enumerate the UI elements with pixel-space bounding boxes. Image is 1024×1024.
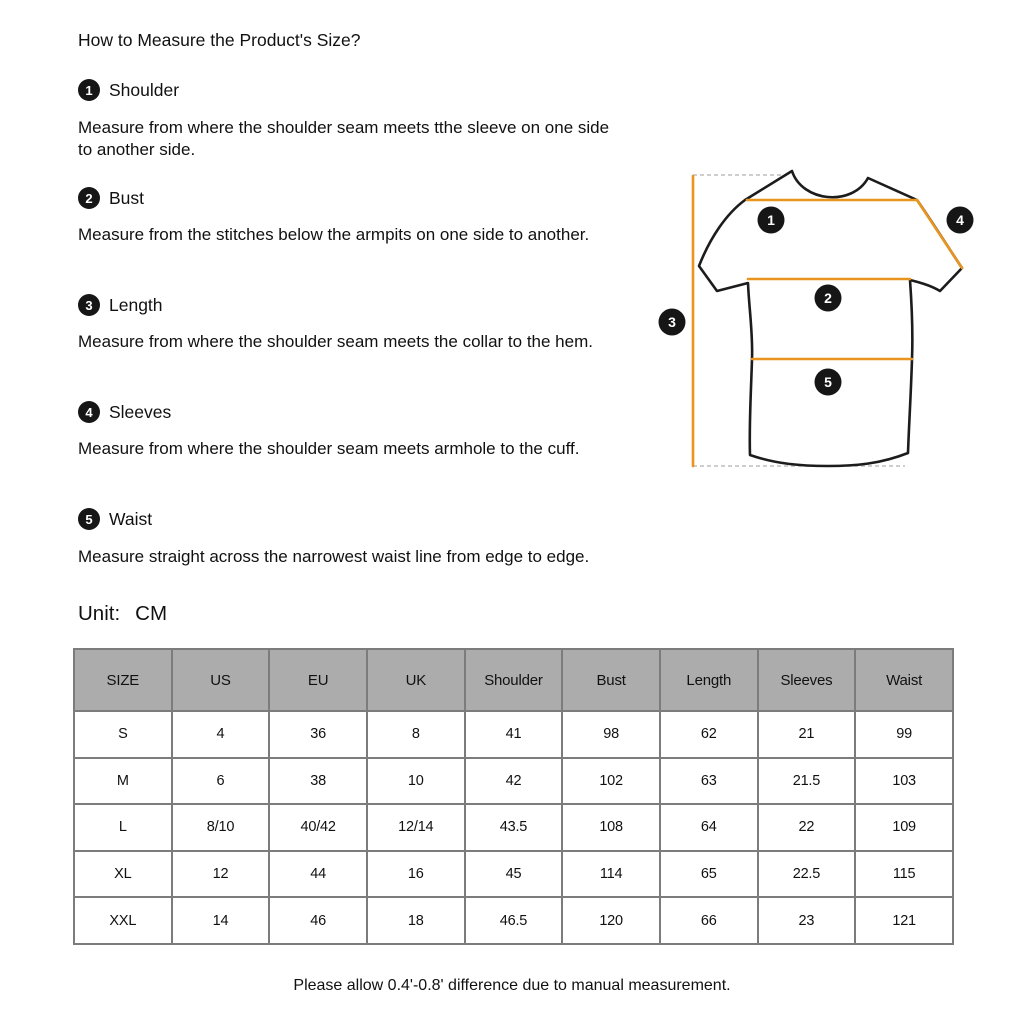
table-cell: 16: [367, 851, 465, 898]
badge-number: 5: [824, 374, 832, 390]
table-cell: 109: [855, 804, 953, 851]
section-desc-waist: Measure straight across the narrowest waist line from edge to edge.: [78, 547, 590, 566]
table-cell: 42: [465, 758, 563, 805]
section-heading-length: [78, 294, 163, 316]
header-row: [74, 649, 953, 711]
table-cell: 38: [269, 758, 367, 805]
table-cell: 41: [465, 711, 563, 758]
section-desc-bust: Measure from the stitches below the armpits on one side to another.: [78, 225, 590, 244]
table-cell: 4: [172, 711, 270, 758]
table-cell: 22: [758, 804, 856, 851]
table-cell: 22.5: [758, 851, 856, 898]
badge-number: 1: [767, 212, 775, 228]
table-cell: 12/14: [367, 804, 465, 851]
table-cell: 21: [758, 711, 856, 758]
step-4-badge: 4: [78, 401, 100, 423]
diagram-badge-5: [815, 369, 842, 396]
size-chart-table: [73, 648, 954, 945]
column-header: Bust: [562, 649, 660, 711]
table-cell: 98: [562, 711, 660, 758]
measurement-tolerance-note: Please allow 0.4'-0.8' difference due to manual measurement.: [293, 977, 731, 994]
table-cell: 10: [367, 758, 465, 805]
table-cell: 8/10: [172, 804, 270, 851]
tshirt-diagram-svg: [650, 158, 1015, 493]
table-cell: 14: [172, 897, 270, 944]
table-cell: 46.5: [465, 897, 563, 944]
badge-number: 2: [824, 290, 832, 306]
column-header: EU: [269, 649, 367, 711]
table-cell: 44: [269, 851, 367, 898]
table-cell: 64: [660, 804, 758, 851]
table-cell: 63: [660, 758, 758, 805]
badge-number: 4: [956, 212, 964, 228]
table-cell: 115: [855, 851, 953, 898]
table-cell: 45: [465, 851, 563, 898]
table-cell: 46: [269, 897, 367, 944]
section-desc-sleeves: Measure from where the shoulder seam meets armhole to the cuff.: [78, 439, 580, 458]
column-header: Waist: [855, 649, 953, 711]
unit-prefix: Unit:: [78, 602, 121, 625]
table-row: [74, 804, 953, 851]
table-cell: 8: [367, 711, 465, 758]
table-row: [74, 758, 953, 805]
step-1-badge: 1: [78, 79, 100, 101]
diagram-badge-1: [758, 207, 785, 234]
section-desc-shoulder: Measure from where the shoulder seam meets tthe sleeve on one side to another side.: [78, 118, 610, 159]
badge-number: 3: [668, 314, 676, 330]
table-cell: 65: [660, 851, 758, 898]
table-row: [74, 711, 953, 758]
table-cell: 108: [562, 804, 660, 851]
table-cell: 18: [367, 897, 465, 944]
column-header: Length: [660, 649, 758, 711]
page-title: How to Measure the Product's Size?: [78, 30, 361, 50]
table-cell: 12: [172, 851, 270, 898]
diagram-badge-4: [947, 207, 974, 234]
size-chart-header: [74, 649, 953, 711]
step-2-badge: 2: [78, 187, 100, 209]
section-label: Bust: [109, 187, 145, 208]
size-chart-body: [74, 711, 953, 944]
table-cell: L: [74, 804, 172, 851]
tshirt-measurement-diagram: [650, 158, 1015, 493]
table-cell: 23: [758, 897, 856, 944]
table-cell: 6: [172, 758, 270, 805]
table-cell: XL: [74, 851, 172, 898]
unit-value: CM: [135, 602, 168, 625]
table-cell: M: [74, 758, 172, 805]
table-cell: 114: [562, 851, 660, 898]
table-cell: 121: [855, 897, 953, 944]
column-header: US: [172, 649, 270, 711]
section-label: Shoulder: [109, 79, 180, 100]
tshirt-outline: [699, 171, 962, 466]
table-cell: 99: [855, 711, 953, 758]
table-cell: 21.5: [758, 758, 856, 805]
table-cell: 120: [562, 897, 660, 944]
section-label: Sleeves: [109, 401, 172, 422]
section-heading-shoulder: [78, 79, 179, 101]
table-row: [74, 897, 953, 944]
table-cell: 62: [660, 711, 758, 758]
column-header: SIZE: [74, 649, 172, 711]
diagram-badge-3: [659, 309, 686, 336]
section-heading-bust: [78, 187, 144, 209]
table-cell: 40/42: [269, 804, 367, 851]
step-3-badge: 3: [78, 294, 100, 316]
table-cell: 66: [660, 897, 758, 944]
section-heading-sleeves: [78, 401, 171, 423]
table-row: [74, 851, 953, 898]
step-5-badge: 5: [78, 508, 100, 530]
table-cell: 103: [855, 758, 953, 805]
section-desc-length: Measure from where the shoulder seam meets the collar to the hem.: [78, 332, 593, 351]
table-cell: S: [74, 711, 172, 758]
unit-label: [78, 602, 167, 626]
section-label: Length: [109, 294, 163, 315]
column-header: Shoulder: [465, 649, 563, 711]
table-cell: XXL: [74, 897, 172, 944]
table-cell: 102: [562, 758, 660, 805]
table-cell: 36: [269, 711, 367, 758]
section-label: Waist: [109, 508, 153, 529]
diagram-badge-2: [815, 285, 842, 312]
column-header: UK: [367, 649, 465, 711]
table-cell: 43.5: [465, 804, 563, 851]
column-header: Sleeves: [758, 649, 856, 711]
section-heading-waist: [78, 508, 152, 530]
